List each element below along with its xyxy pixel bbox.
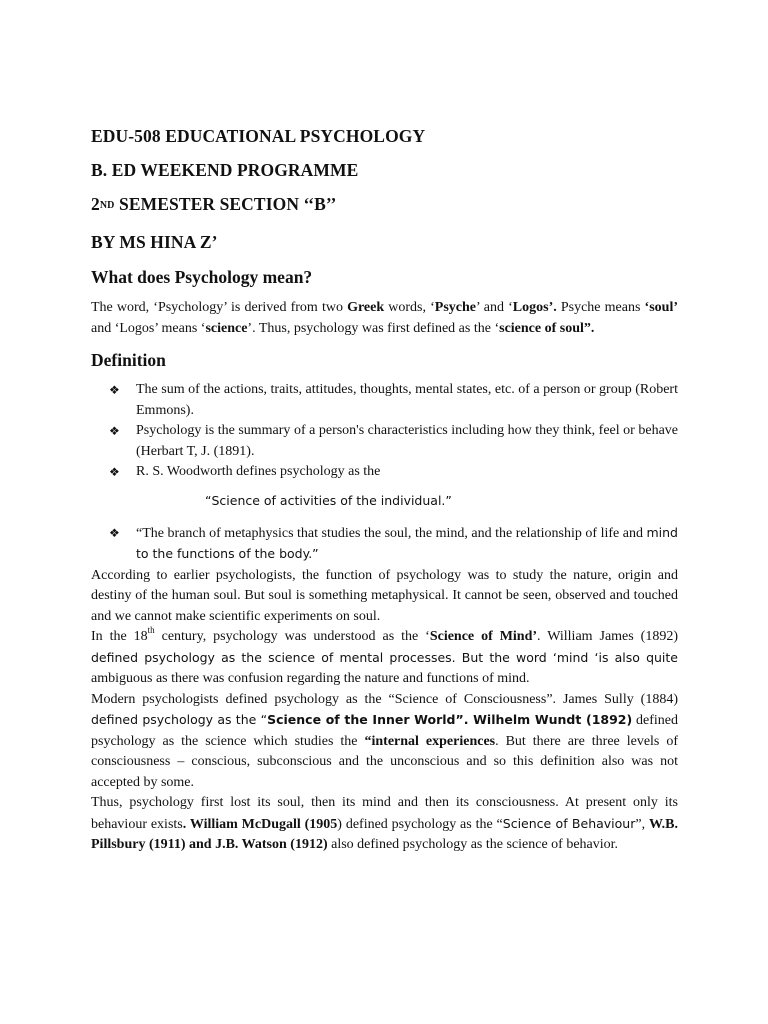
- programme-title: B. ED WEEKEND PROGRAMME: [91, 160, 359, 180]
- para-text: ambiguous as there was confusion regarding the nature and functions of mind.: [91, 671, 530, 686]
- para-text: . William James (1892): [537, 629, 678, 644]
- intro-text: Psyche means: [556, 300, 645, 315]
- definition-text-cont: mind to the functions of the body.”: [136, 524, 678, 561]
- semester-section-text: SEMESTER SECTION ‘‘B’’: [114, 194, 337, 214]
- diamond-bullet-icon: ❖: [109, 465, 120, 479]
- intro-text: and ‘Logos’ means ‘: [91, 320, 206, 336]
- paragraph-behaviour: [91, 793, 678, 856]
- definition-heading: Definition: [91, 350, 166, 370]
- para-text-cond: defined psychology as the science of mental processes. But the word ‘mind ‘is also quite: [91, 649, 678, 665]
- woodworth-quote: “Science of activities of the individual.”: [205, 492, 452, 508]
- para-bold: W.B. Pillsbury (1911) and J.B. Watson (1912): [91, 816, 678, 852]
- definition-item: [91, 523, 678, 566]
- para-text: . But there are three levels of consciousness – conscious, subconscious and the unconscious and so this definition also was not accepted by some.: [91, 733, 679, 790]
- definition-text: “The branch of metaphysics that studies the soul, the mind, and the relationship of life and: [136, 525, 647, 541]
- definition-text: Psychology is the summary of a person's characteristics including how they think, feel or behave (Herbart T, J. (1891).: [136, 423, 678, 459]
- intro-text: The word, ‘Psychology’ is derived from two: [91, 300, 348, 315]
- paragraph-earlier-psychologists: According to earlier psychologists, the function of psychology was to study the nature, origin and destiny of the human soul. But soul is something metaphysical. It cannot be seen, observed and touched and we cannot make scientific experiments on soul.: [91, 567, 678, 624]
- definition-text: R. S. Woodworth defines psychology as the: [136, 464, 381, 479]
- intro-bold: Logos’.: [512, 300, 557, 315]
- para-text: century, psychology was understood as the ‘: [154, 629, 430, 644]
- intro-bold: science of soul”.: [499, 320, 595, 336]
- para-text: ”,: [635, 816, 649, 832]
- diamond-bullet-icon: ❖: [109, 424, 120, 438]
- definition-text: The sum of the actions, traits, attitudes, thoughts, mental states, etc. of a person or group (Robert Emmons).: [136, 382, 678, 418]
- intro-bold: Psyche: [434, 300, 477, 315]
- diamond-bullet-icon: ❖: [109, 383, 120, 397]
- intro-text: ’ and ‘: [476, 300, 513, 315]
- century-ordinal-suffix: th: [147, 625, 155, 636]
- para-text: also defined psychology as the science of behavior.: [327, 837, 619, 852]
- para-bold: “internal experiences: [364, 733, 496, 749]
- intro-text: ’. Thus, psychology was first defined as the ‘: [247, 320, 500, 336]
- para-bold: Science of Mind’: [429, 629, 538, 644]
- paragraph-consciousness: [91, 690, 678, 794]
- para-text: defined psychology as the science which studies the: [91, 713, 679, 749]
- intro-bold: Greek: [347, 300, 385, 315]
- semester-ordinal-suffix: ND: [99, 200, 115, 211]
- definition-list: [91, 380, 678, 483]
- course-title: EDU-508 EDUCATIONAL PSYCHOLOGY: [91, 126, 426, 146]
- question-heading: What does Psychology mean?: [91, 267, 313, 287]
- intro-bold: ‘soul’: [644, 300, 678, 315]
- para-bold: . William McDugall (1905: [182, 816, 338, 832]
- intro-paragraph: [91, 298, 678, 339]
- document-content: [91, 124, 678, 856]
- para-text: ) defined psychology as the “: [337, 816, 503, 832]
- definition-list-continued: [91, 523, 678, 566]
- definition-item: [91, 421, 678, 462]
- paragraph-science-of-mind: [91, 627, 678, 690]
- para-text-cond: defined psychology as the “: [91, 712, 268, 727]
- diamond-bullet-icon: ❖: [109, 525, 120, 540]
- para-text: Thus, psychology first lost its soul, then its mind and then its consciousness. At present only its behaviour exists: [91, 795, 678, 832]
- intro-text: words, ‘: [384, 300, 435, 315]
- semester-number: 2: [91, 194, 100, 214]
- intro-bold: science: [205, 320, 248, 336]
- definition-item: [91, 380, 678, 421]
- para-text-cond: Science of Behaviour: [502, 815, 636, 831]
- para-text: Modern psychologists defined psychology as the “Science of Consciousness”. James Sully (1884): [91, 691, 678, 707]
- definition-item: [91, 462, 678, 483]
- para-text: In the 18: [91, 629, 148, 644]
- para-bold: Science of the Inner World”. Wilhelm Wundt (1892): [267, 712, 633, 727]
- semester-line: [91, 192, 678, 220]
- author-line: BY MS HINA Z’: [91, 232, 218, 252]
